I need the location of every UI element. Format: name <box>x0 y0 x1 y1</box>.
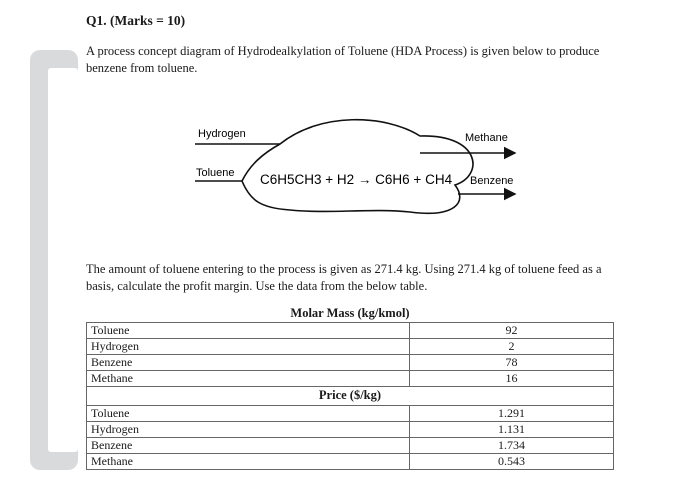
price-value: 1.291 <box>410 406 614 422</box>
question-intro: A process concept diagram of Hydrodealkylation of Toluene (HDA Process) is given below to produce benzene from toluene. <box>86 44 600 75</box>
price-value: 1.131 <box>410 422 614 438</box>
data-table <box>86 322 614 470</box>
table-row <box>87 339 614 355</box>
table-row <box>87 454 614 470</box>
compound-name: Methane <box>87 454 410 470</box>
process-diagram <box>180 110 530 220</box>
toluene-label: Toluene <box>196 167 235 179</box>
molar-mass-value: 2 <box>410 339 614 355</box>
compound-name: Benzene <box>87 438 410 454</box>
process-cloud <box>242 120 473 214</box>
compound-name: Hydrogen <box>87 422 410 438</box>
methane-label: Methane <box>465 132 508 144</box>
table-row <box>87 355 614 371</box>
table-row <box>87 323 614 339</box>
table-row <box>87 371 614 387</box>
table-row <box>87 422 614 438</box>
compound-name: Hydrogen <box>87 339 410 355</box>
hydrogen-label: Hydrogen <box>198 128 246 140</box>
benzene-label: Benzene <box>470 175 514 187</box>
compound-name: Methane <box>87 371 410 387</box>
compound-name: Toluene <box>87 323 410 339</box>
table-row <box>87 406 614 422</box>
price-header-cell <box>87 387 614 406</box>
table-spacer-row <box>87 387 614 406</box>
molar-mass-header: Molar Mass (kg/kmol) <box>290 306 410 320</box>
compound-name: Toluene <box>87 406 410 422</box>
molar-mass-value: 92 <box>410 323 614 339</box>
question-title: Q1. (Marks = 10) <box>86 13 186 28</box>
question-body: The amount of toluene entering to the process is given as 271.4 kg. Using 271.4 kg of toluene feed as a basis, calculate the profit margin. Use the data from the below table. <box>86 262 602 293</box>
compound-name: Benzene <box>87 355 410 371</box>
table-row <box>87 438 614 454</box>
reaction-equation: C6H5CH3 + H2 → C6H6 + CH4 <box>260 172 453 187</box>
price-value: 1.734 <box>410 438 614 454</box>
price-value: 0.543 <box>410 454 614 470</box>
price-header: Price ($/kg) <box>318 388 382 402</box>
bracket-inner <box>48 68 78 452</box>
molar-mass-value: 16 <box>410 371 614 387</box>
molar-mass-value: 78 <box>410 355 614 371</box>
